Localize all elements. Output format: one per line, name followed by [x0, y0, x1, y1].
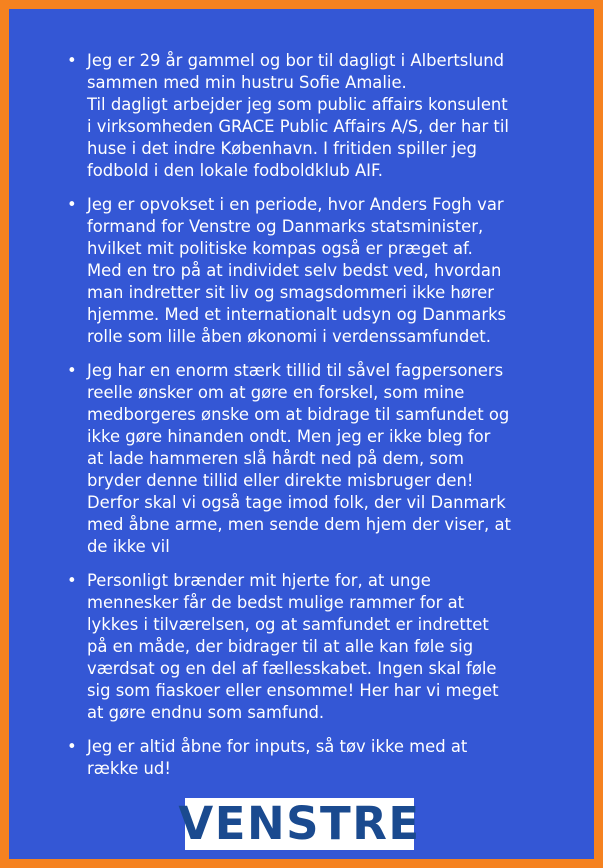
bullet-text-line: værdsat og en del af fællesskabet. Ingen skal føle — [87, 659, 497, 678]
bullet-text-line: sig som fiaskoer eller ensomme! Her har vi meget — [87, 681, 499, 700]
bullet-item-2 — [67, 194, 552, 348]
bullet-text-line: ikke gøre hinanden ondt. Men jeg er ikke bleg for — [87, 427, 491, 446]
bullet-text-line: Jeg er opvokset i en periode, hvor Anders Fogh var — [87, 195, 504, 214]
bullet-text-line: at gøre endnu som samfund. — [87, 703, 325, 722]
bullet-text-line: huse i det indre København. I fritiden spiller jeg — [87, 139, 477, 158]
bullet-text-line: Jeg har en enorm stærk tillid til såvel fagpersoners — [87, 361, 504, 380]
bullet-item-3 — [67, 360, 552, 558]
bullet-text-line: i virksomheden GRACE Public Affairs A/S, der har til — [87, 117, 509, 136]
bullet-text-line: medborgeres ønske om at bidrage til samfundet og — [87, 405, 510, 424]
bullet-item-4 — [67, 570, 552, 724]
venstre-logo — [178, 797, 421, 850]
bullet-text-line: de ikke vil — [87, 537, 170, 556]
bullet-text-line: Jeg er altid åbne for inputs, så tøv ikke med at — [87, 737, 468, 756]
bullet-text-line: Jeg er 29 år gammel og bor til dagligt i Albertslund — [87, 51, 505, 70]
bullet-item-1 — [67, 50, 552, 182]
bullet-text-line: hjemme. Med et internationalt udsyn og Danmarks — [87, 305, 507, 324]
bullet-list — [67, 50, 552, 792]
bullet-icon: • — [67, 361, 77, 380]
bullet-text-line: på en måde, der bidrager til at alle kan føle sig — [87, 637, 474, 656]
bullet-item-5 — [67, 736, 552, 780]
bullet-text-line: med åbne arme, men sende dem hjem der viser, at — [87, 515, 511, 534]
bullet-text-line: at lade hammeren slå hårdt ned på dem, som — [87, 449, 464, 468]
bullet-text-line: rolle som lille åben økonomi i verdenssamfundet. — [87, 327, 491, 346]
bullet-text-line: Til dagligt arbejder jeg som public affairs konsulent — [87, 95, 508, 114]
bullet-text-line: lykkes i tilværelsen, og at samfundet er indrettet — [87, 615, 489, 634]
venstre-logo-text: VENSTRE — [178, 797, 421, 850]
bullet-text-line: sammen med min hustru Sofie Amalie. — [87, 73, 407, 92]
bullet-text-line: Derfor skal vi også tage imod folk, der vil Danmark — [87, 493, 506, 512]
bullet-text-line: mennesker får de bedst mulige rammer for at — [87, 593, 465, 612]
bullet-icon: • — [67, 737, 77, 756]
bullet-text-line: man indretter sit liv og smagsdommeri ikke hører — [87, 283, 495, 302]
bullet-text-line: fodbold i den lokale fodboldklub AIF. — [87, 161, 384, 180]
bullet-text-line: række ud! — [87, 759, 171, 778]
bullet-icon: • — [67, 571, 77, 590]
bullet-text-line: Personligt brænder mit hjerte for, at unge — [87, 571, 431, 590]
bullet-icon: • — [67, 195, 77, 214]
bullet-text-line: reelle ønsker om at gøre en forskel, som mine — [87, 383, 465, 402]
bullet-text-line: hvilket mit politiske kompas også er præget af. — [87, 239, 473, 258]
bullet-text-line: formand for Venstre og Danmarks statsminister, — [87, 217, 484, 236]
bullet-text-line: Med en tro på at individet selv bedst ved, hvordan — [87, 261, 502, 280]
bullet-icon: • — [67, 51, 77, 70]
bullet-text-line: bryder denne tillid eller direkte misbruger den! — [87, 471, 474, 490]
